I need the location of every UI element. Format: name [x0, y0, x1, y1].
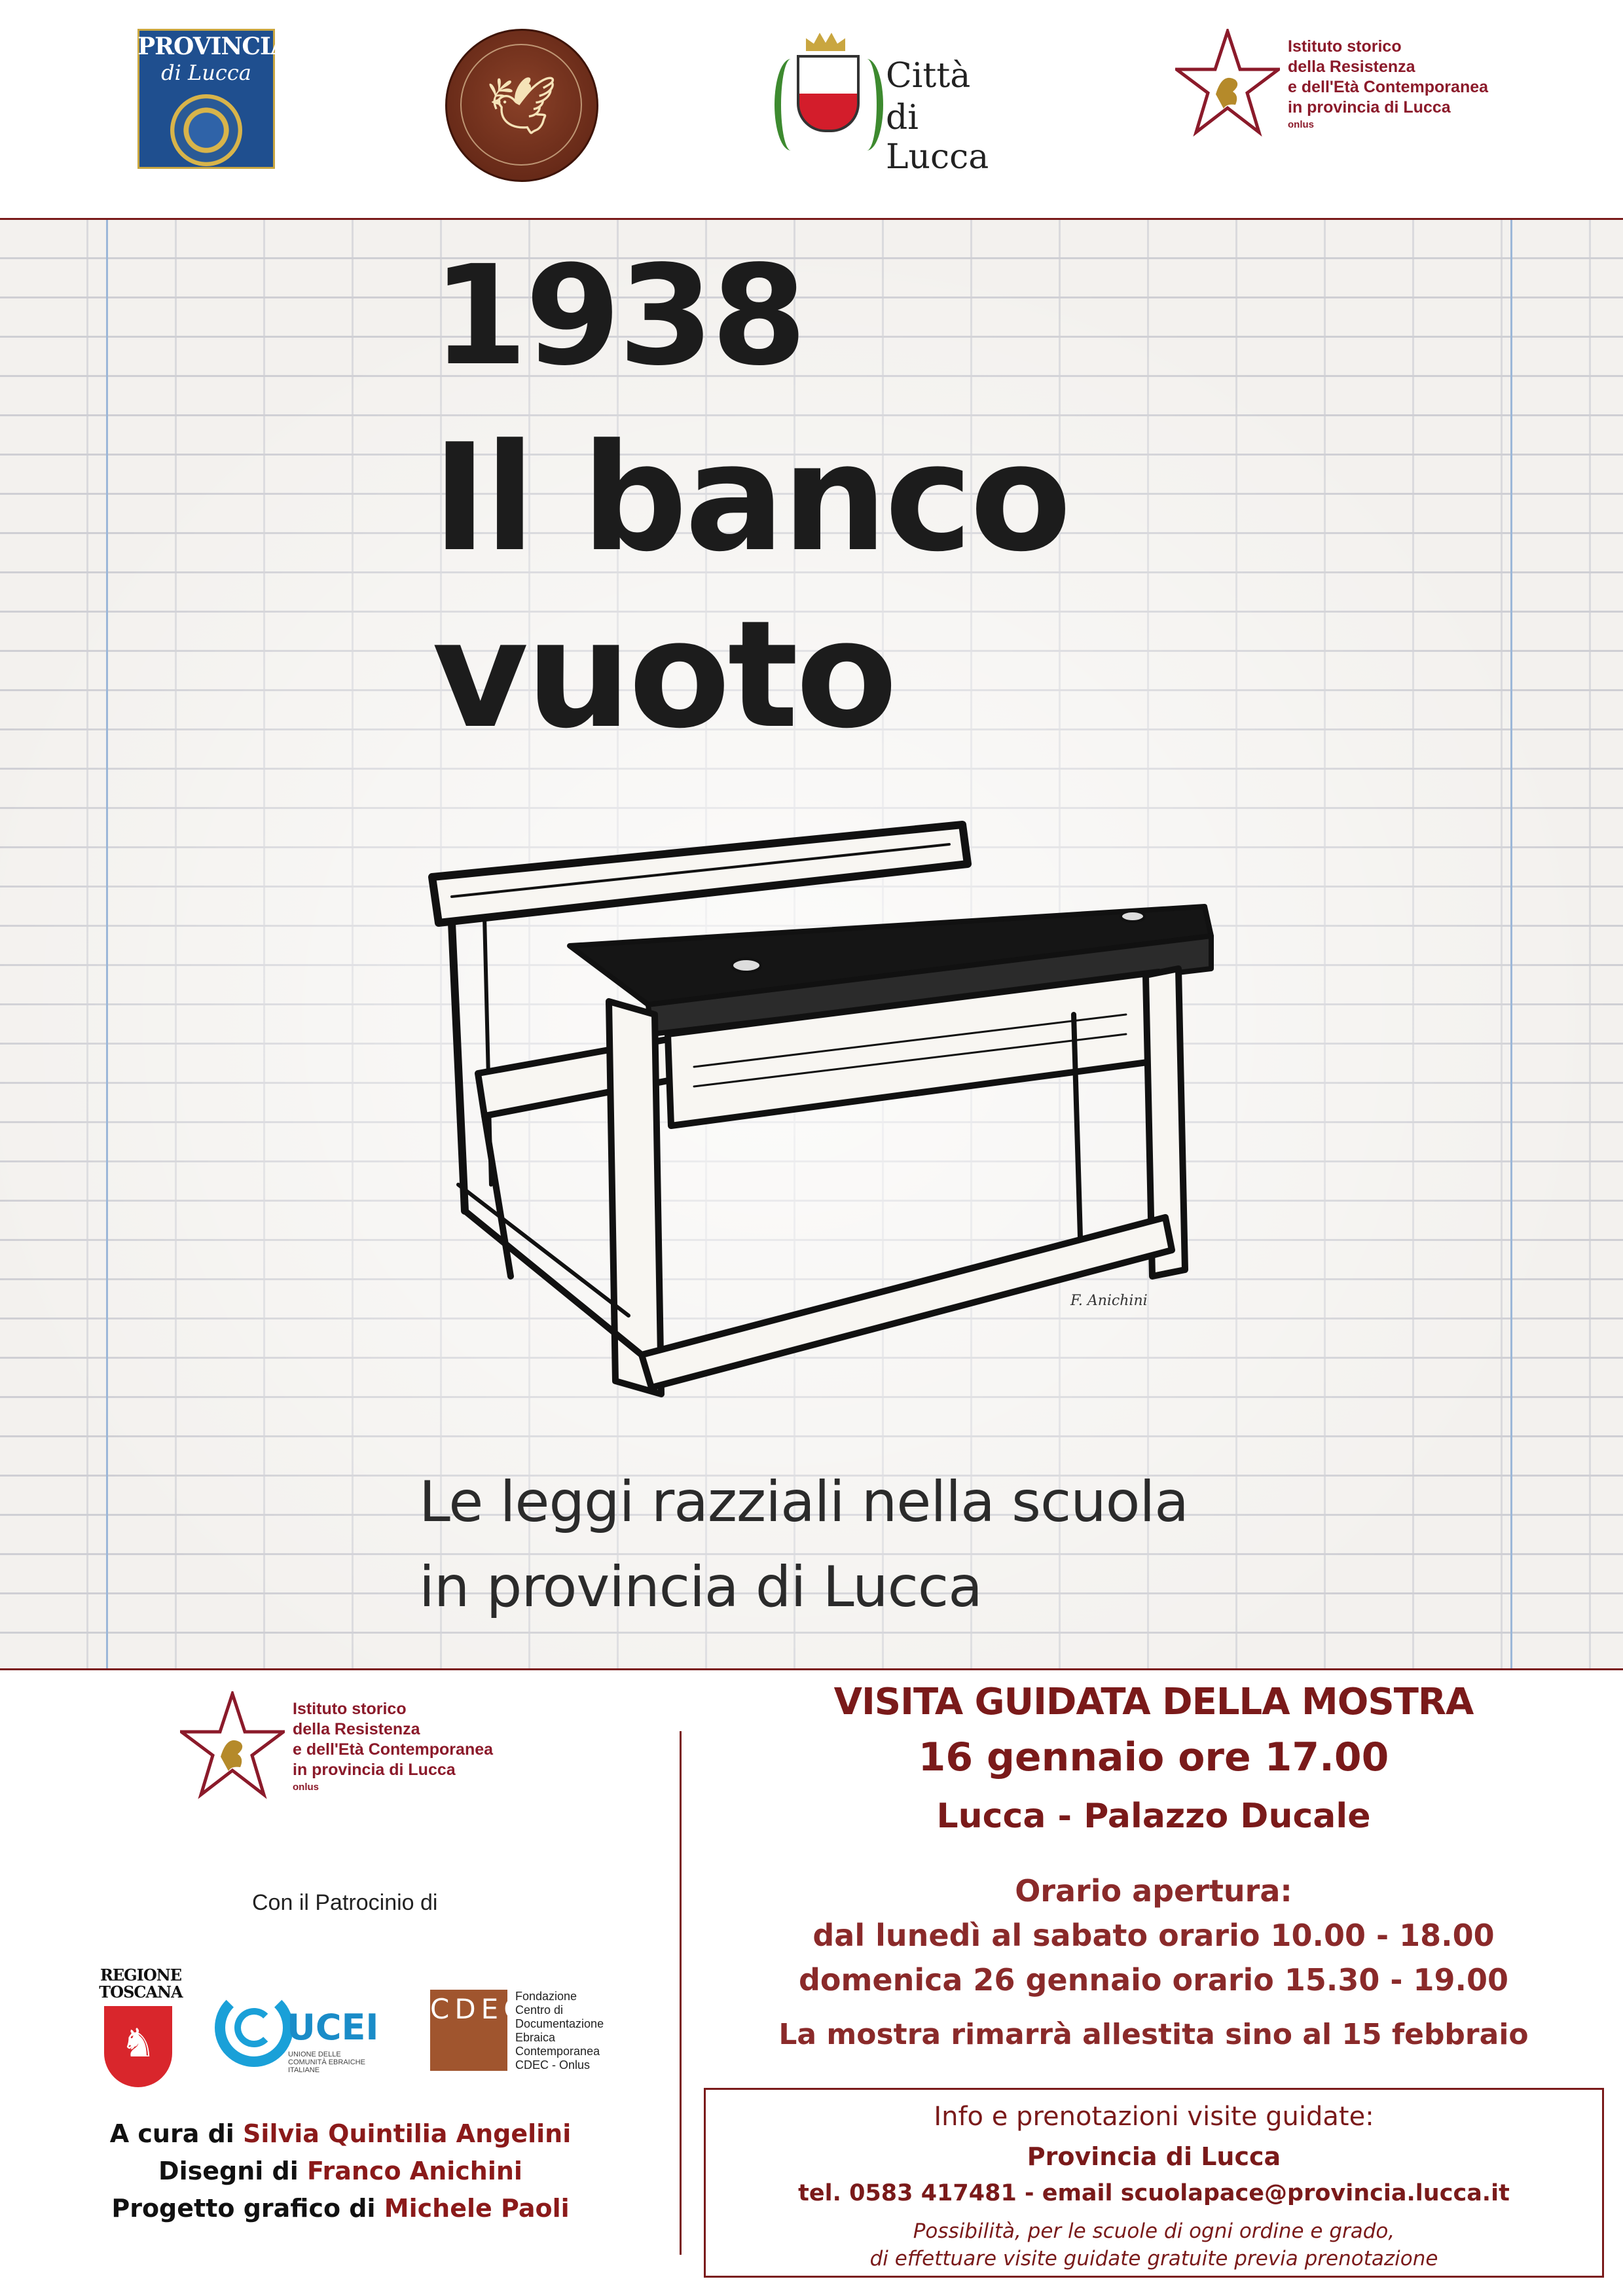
poster-title-line1: Il banco	[432, 412, 1069, 584]
patrocinio-label: Con il Patrocinio di	[252, 1890, 438, 1915]
credit-curator	[0, 2119, 681, 2148]
ucei-logo	[215, 1988, 392, 2080]
booking-contacts: tel. 0583 417481 - email scuolapace@provincia.lucca.it	[798, 2180, 1510, 2206]
istituto-line-3: e dell'Età Contemporanea	[293, 1740, 494, 1759]
istituto-line-3: e dell'Età Contemporanea	[1288, 78, 1489, 96]
provincia-logo-line2: di Lucca	[161, 60, 251, 85]
toscana-logo-line2: TOSCANA	[99, 1982, 183, 2001]
citta-di-lucca-logo	[769, 33, 1028, 177]
provincia-lucca-logo	[137, 29, 288, 169]
credit-design-label: Progetto grafico di	[111, 2194, 376, 2223]
booking-info-box	[704, 2088, 1604, 2278]
provincia-logo-line1: PROVINCIA	[137, 33, 288, 60]
ucei-logo-name: UCEI	[287, 2007, 379, 2048]
dove-icon: 🕊	[486, 73, 558, 139]
exhibition-closing-note: La mostra rimarrà allestita sino al 15 febbraio	[778, 2018, 1529, 2051]
credit-design-name: Michele Paoli	[384, 2194, 570, 2223]
poster-title-line2: vuoto	[432, 589, 895, 761]
notebook-margin-left	[106, 220, 108, 1668]
istituto-line-4: in provincia di Lucca	[293, 1761, 456, 1779]
credit-drawings-label: Disegni di	[158, 2157, 299, 2185]
credit-drawings-name: Franco Anichini	[306, 2157, 522, 2185]
opening-hours-sunday: domenica 26 gennaio orario 15.30 - 19.00	[798, 1962, 1509, 1998]
cdec-logo-mark: CDEC	[430, 1990, 507, 2071]
istituto-line-2: della Resistenza	[293, 1720, 420, 1738]
scuola-della-pace-logo	[445, 29, 598, 182]
citta-logo-line1: Città	[886, 56, 971, 96]
istituto-logo-text	[293, 1699, 493, 1795]
credit-drawings	[0, 2157, 681, 2185]
citta-logo-line2: di Lucca	[886, 98, 989, 177]
star-icon	[1175, 29, 1280, 140]
booking-organization: Provincia di Lucca	[1027, 2142, 1281, 2171]
istituto-storico-logo-top	[1175, 29, 1516, 153]
star-icon	[180, 1691, 285, 1803]
cdec-line-6: CDEC - Onlus	[515, 2058, 591, 2072]
istituto-onlus: onlus	[293, 1782, 319, 1793]
pegasus-shield-icon: ♞	[104, 2006, 172, 2087]
poster-year: 1938	[432, 236, 805, 396]
booking-note-line2: di effettuare visite guidate gratuite previa prenotazione	[869, 2247, 1438, 2270]
opening-hours-label: Orario apertura:	[1015, 1873, 1292, 1909]
ucei-inner-ring-icon	[234, 2008, 274, 2047]
ucei-logo-subtext: UNIONE DELLE COMUNITÀ EBRAICHE ITALIANE	[288, 2051, 365, 2074]
cdec-line-2: Centro di	[515, 2003, 564, 2017]
istituto-logo-text	[1288, 37, 1488, 132]
notebook-margin-right	[1510, 220, 1512, 1668]
artist-signature: F. Anichini	[1070, 1293, 1148, 1309]
visit-date: 16 gennaio ore 17.00	[918, 1734, 1389, 1780]
istituto-line-4: in provincia di Lucca	[1288, 98, 1451, 117]
istituto-line-1: Istituto storico	[293, 1700, 407, 1718]
opening-hours-weekdays: dal lunedì al sabato orario 10.00 - 18.00	[812, 1918, 1495, 1953]
credit-curator-label: A cura di	[109, 2119, 234, 2148]
column-divider	[680, 1731, 682, 2255]
cdec-logo-text	[515, 1990, 604, 2072]
credit-design	[0, 2194, 681, 2223]
school-desk-illustration	[393, 818, 1270, 1473]
visit-place: Lucca - Palazzo Ducale	[936, 1797, 1371, 1836]
visit-title: VISITA GUIDATA DELLA MOSTRA	[833, 1681, 1474, 1723]
regione-toscana-logo	[95, 1965, 183, 2096]
cdec-line-3: Documentazione	[515, 2017, 604, 2030]
toscana-logo-line1: REGIONE	[100, 1965, 182, 1984]
lucca-shield-icon	[797, 55, 860, 132]
istituto-line-1: Istituto storico	[1288, 37, 1402, 56]
cdec-logo	[430, 1990, 640, 2075]
cdec-line-4: Ebraica	[515, 2031, 556, 2044]
istituto-onlus: onlus	[1288, 119, 1314, 130]
crown-icon	[806, 33, 845, 51]
booking-note-line1: Possibilità, per le scuole di ogni ordine e grado,	[913, 2219, 1395, 2243]
cdec-line-1: Fondazione	[515, 1990, 577, 2003]
poster-subtitle-line1: Le leggi razziali nella scuola	[419, 1469, 1188, 1535]
istituto-line-2: della Resistenza	[1288, 58, 1415, 76]
poster-subtitle-line2: in provincia di Lucca	[419, 1554, 982, 1620]
credit-curator-name: Silvia Quintilia Angelini	[243, 2119, 572, 2148]
cdec-line-5: Contemporanea	[515, 2045, 600, 2058]
provincia-seal-icon	[170, 94, 242, 166]
istituto-storico-logo-bottom	[180, 1691, 520, 1816]
booking-info-title: Info e prenotazioni visite guidate:	[934, 2102, 1374, 2132]
